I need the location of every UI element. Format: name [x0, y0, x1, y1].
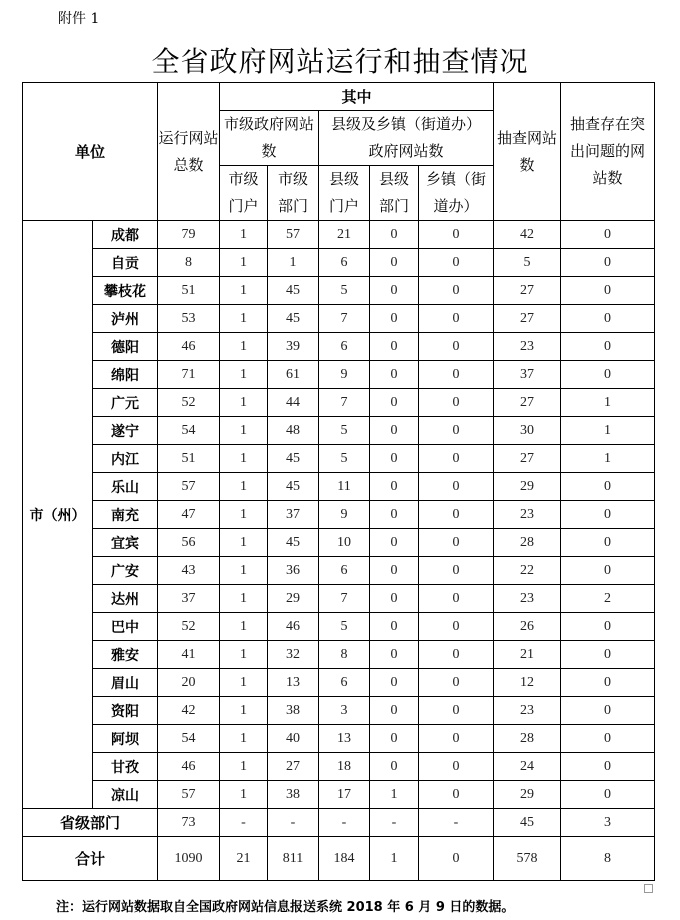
header-checked: 抽查网站数	[494, 83, 561, 221]
value-cell: 45	[268, 529, 319, 557]
value-cell: 0	[419, 669, 494, 697]
value-cell: 5	[319, 445, 370, 473]
value-cell: 1090	[158, 837, 220, 881]
value-cell: 51	[158, 445, 220, 473]
value-cell: 1	[561, 417, 655, 445]
value-cell: 0	[561, 669, 655, 697]
value-cell: 22	[494, 557, 561, 585]
value-cell: 1	[220, 613, 268, 641]
unit-name: 绵阳	[93, 361, 158, 389]
value-cell: 0	[561, 697, 655, 725]
value-cell: 0	[419, 333, 494, 361]
value-cell: 0	[561, 305, 655, 333]
value-cell: 45	[268, 445, 319, 473]
value-cell: 26	[494, 613, 561, 641]
unit-name: 阿坝	[93, 725, 158, 753]
value-cell: 1	[220, 641, 268, 669]
value-cell: 0	[370, 669, 419, 697]
value-cell: 0	[561, 781, 655, 809]
value-cell: 29	[494, 781, 561, 809]
value-cell: 1	[220, 221, 268, 249]
value-cell: 7	[319, 585, 370, 613]
value-cell: 71	[158, 361, 220, 389]
value-cell: 37	[158, 585, 220, 613]
value-cell: 0	[561, 641, 655, 669]
value-cell: 45	[494, 809, 561, 837]
value-cell: 54	[158, 417, 220, 445]
value-cell: 1	[220, 529, 268, 557]
value-cell: 0	[561, 361, 655, 389]
value-cell: 3	[319, 697, 370, 725]
header-city-group: 市级政府网站数	[220, 111, 319, 166]
value-cell: 1	[220, 305, 268, 333]
value-cell: 0	[370, 305, 419, 333]
value-cell: 1	[268, 249, 319, 277]
table-row	[23, 333, 655, 361]
value-cell: 7	[319, 389, 370, 417]
value-cell: 5	[319, 277, 370, 305]
value-cell: 0	[561, 557, 655, 585]
value-cell: 0	[419, 277, 494, 305]
value-cell: 1	[220, 585, 268, 613]
table-row	[23, 781, 655, 809]
value-cell: 21	[494, 641, 561, 669]
value-cell: 29	[268, 585, 319, 613]
footnote: 注：运行网站数据取自全国政府网站信息报送系统 2018 年 6 月 9 日的数据。	[56, 900, 515, 915]
value-cell: -	[319, 809, 370, 837]
header-county-dept: 县级部门	[370, 166, 419, 221]
table-row	[23, 753, 655, 781]
value-cell: 52	[158, 389, 220, 417]
value-cell: 1	[220, 361, 268, 389]
value-cell: 1	[220, 249, 268, 277]
value-cell: 3	[561, 809, 655, 837]
value-cell: 42	[494, 221, 561, 249]
table-row	[23, 585, 655, 613]
value-cell: 18	[319, 753, 370, 781]
value-cell: 0	[370, 585, 419, 613]
value-cell: 23	[494, 333, 561, 361]
value-cell: 0	[370, 221, 419, 249]
table-row-total	[23, 837, 655, 881]
value-cell: 8	[158, 249, 220, 277]
value-cell: 36	[268, 557, 319, 585]
value-cell: 0	[419, 501, 494, 529]
value-cell: -	[268, 809, 319, 837]
value-cell: 0	[419, 305, 494, 333]
value-cell: 0	[419, 613, 494, 641]
value-cell: 17	[319, 781, 370, 809]
value-cell: 0	[370, 529, 419, 557]
value-cell: 51	[158, 277, 220, 305]
value-cell: 0	[370, 445, 419, 473]
value-cell: 1	[220, 557, 268, 585]
value-cell: 0	[419, 837, 494, 881]
value-cell: 0	[561, 249, 655, 277]
value-cell: 0	[370, 753, 419, 781]
table-row	[23, 445, 655, 473]
value-cell: 9	[319, 501, 370, 529]
unit-name: 遂宁	[93, 417, 158, 445]
unit-name: 眉山	[93, 669, 158, 697]
value-cell: 45	[268, 473, 319, 501]
value-cell: 53	[158, 305, 220, 333]
value-cell: 1	[220, 501, 268, 529]
value-cell: 57	[158, 781, 220, 809]
value-cell: 1	[220, 725, 268, 753]
value-cell: 8	[561, 837, 655, 881]
provincial-label: 省级部门	[23, 809, 158, 837]
value-cell: 0	[370, 249, 419, 277]
value-cell: 5	[319, 417, 370, 445]
value-cell: 5	[494, 249, 561, 277]
value-cell: 0	[561, 613, 655, 641]
value-cell: 6	[319, 669, 370, 697]
unit-name: 成都	[93, 221, 158, 249]
value-cell: 27	[494, 277, 561, 305]
value-cell: 1	[370, 781, 419, 809]
value-cell: 40	[268, 725, 319, 753]
value-cell: 0	[370, 613, 419, 641]
value-cell: 0	[561, 753, 655, 781]
value-cell: 37	[268, 501, 319, 529]
value-cell: 1	[370, 837, 419, 881]
value-cell: 37	[494, 361, 561, 389]
value-cell: 6	[319, 249, 370, 277]
value-cell: 30	[494, 417, 561, 445]
value-cell: 46	[158, 333, 220, 361]
value-cell: 0	[419, 361, 494, 389]
value-cell: 0	[419, 473, 494, 501]
table-row	[23, 641, 655, 669]
value-cell: 13	[268, 669, 319, 697]
table-row	[23, 501, 655, 529]
unit-name: 南充	[93, 501, 158, 529]
value-cell: 57	[268, 221, 319, 249]
value-cell: 10	[319, 529, 370, 557]
table-row-provincial	[23, 809, 655, 837]
value-cell: 41	[158, 641, 220, 669]
value-cell: 48	[268, 417, 319, 445]
value-cell: 29	[494, 473, 561, 501]
value-cell: 28	[494, 725, 561, 753]
unit-name: 内江	[93, 445, 158, 473]
value-cell: 0	[419, 585, 494, 613]
value-cell: 0	[419, 445, 494, 473]
value-cell: 1	[220, 277, 268, 305]
value-cell: 27	[494, 389, 561, 417]
value-cell: 2	[561, 585, 655, 613]
table-row	[23, 557, 655, 585]
value-cell: 27	[494, 445, 561, 473]
table-row	[23, 613, 655, 641]
value-cell: 28	[494, 529, 561, 557]
unit-name: 广安	[93, 557, 158, 585]
value-cell: 47	[158, 501, 220, 529]
header-city-dept: 市级部门	[268, 166, 319, 221]
header-of-which: 其中	[220, 83, 494, 111]
value-cell: 1	[220, 417, 268, 445]
value-cell: 0	[419, 781, 494, 809]
value-cell: 57	[158, 473, 220, 501]
value-cell: 56	[158, 529, 220, 557]
value-cell: 13	[319, 725, 370, 753]
value-cell: 73	[158, 809, 220, 837]
value-cell: -	[220, 809, 268, 837]
value-cell: 0	[370, 333, 419, 361]
value-cell: 0	[370, 641, 419, 669]
value-cell: 0	[419, 641, 494, 669]
value-cell: 1	[220, 389, 268, 417]
table-row	[23, 725, 655, 753]
value-cell: 1	[220, 473, 268, 501]
value-cell: 0	[561, 529, 655, 557]
value-cell: 39	[268, 333, 319, 361]
value-cell: 0	[561, 473, 655, 501]
value-cell: 0	[561, 501, 655, 529]
unit-name: 巴中	[93, 613, 158, 641]
value-cell: 1	[220, 753, 268, 781]
value-cell: 46	[158, 753, 220, 781]
value-cell: 0	[419, 753, 494, 781]
unit-name: 攀枝花	[93, 277, 158, 305]
table-row	[23, 249, 655, 277]
header-city-portal: 市级门户	[220, 166, 268, 221]
value-cell: 7	[319, 305, 370, 333]
page-title: 全省政府网站运行和抽查情况	[151, 45, 529, 78]
header-county-portal: 县级门户	[319, 166, 370, 221]
total-label: 合计	[23, 837, 158, 881]
value-cell: 45	[268, 305, 319, 333]
value-cell: 0	[370, 361, 419, 389]
value-cell: 0	[561, 333, 655, 361]
value-cell: 6	[319, 333, 370, 361]
value-cell: 12	[494, 669, 561, 697]
unit-name: 乐山	[93, 473, 158, 501]
value-cell: 21	[220, 837, 268, 881]
value-cell: 0	[561, 221, 655, 249]
unit-name: 资阳	[93, 697, 158, 725]
value-cell: 0	[370, 697, 419, 725]
value-cell: 27	[494, 305, 561, 333]
value-cell: 184	[319, 837, 370, 881]
value-cell: 0	[370, 473, 419, 501]
table-row	[23, 529, 655, 557]
value-cell: 38	[268, 781, 319, 809]
value-cell: 0	[419, 697, 494, 725]
unit-name: 宜宾	[93, 529, 158, 557]
header-unit: 单位	[23, 83, 158, 221]
value-cell: 0	[370, 557, 419, 585]
header-total: 运行网站总数	[158, 83, 220, 221]
value-cell: 0	[419, 725, 494, 753]
value-cell: 811	[268, 837, 319, 881]
value-cell: 0	[370, 725, 419, 753]
value-cell: 46	[268, 613, 319, 641]
value-cell: 43	[158, 557, 220, 585]
value-cell: 1	[220, 697, 268, 725]
value-cell: 23	[494, 585, 561, 613]
group-label-city: 市（州）	[23, 221, 93, 809]
website-stats-table	[22, 82, 655, 881]
unit-name: 广元	[93, 389, 158, 417]
value-cell: 0	[370, 389, 419, 417]
table-row	[23, 221, 655, 249]
value-cell: 44	[268, 389, 319, 417]
value-cell: 0	[419, 529, 494, 557]
attachment-label: 附件 1	[58, 11, 100, 27]
value-cell: 1	[561, 389, 655, 417]
value-cell: 0	[370, 501, 419, 529]
value-cell: 23	[494, 697, 561, 725]
header-county-group: 县级及乡镇（街道办）政府网站数	[319, 111, 494, 166]
table-row	[23, 473, 655, 501]
table-row	[23, 697, 655, 725]
value-cell: 0	[561, 277, 655, 305]
value-cell: 54	[158, 725, 220, 753]
value-cell: 61	[268, 361, 319, 389]
value-cell: 0	[561, 725, 655, 753]
value-cell: 1	[220, 781, 268, 809]
value-cell: 42	[158, 697, 220, 725]
unit-name: 雅安	[93, 641, 158, 669]
value-cell: 20	[158, 669, 220, 697]
value-cell: 1	[220, 445, 268, 473]
value-cell: 6	[319, 557, 370, 585]
unit-name: 自贡	[93, 249, 158, 277]
value-cell: 21	[319, 221, 370, 249]
value-cell: 38	[268, 697, 319, 725]
value-cell: 27	[268, 753, 319, 781]
paragraph-mark	[644, 884, 653, 893]
value-cell: 578	[494, 837, 561, 881]
value-cell: 1	[220, 333, 268, 361]
value-cell: 24	[494, 753, 561, 781]
value-cell: 32	[268, 641, 319, 669]
value-cell: 11	[319, 473, 370, 501]
value-cell: 52	[158, 613, 220, 641]
value-cell: -	[419, 809, 494, 837]
unit-name: 凉山	[93, 781, 158, 809]
header-township: 乡镇（街道办）	[419, 166, 494, 221]
value-cell: 79	[158, 221, 220, 249]
unit-name: 泸州	[93, 305, 158, 333]
value-cell: 8	[319, 641, 370, 669]
table-row	[23, 277, 655, 305]
value-cell: -	[370, 809, 419, 837]
value-cell: 5	[319, 613, 370, 641]
table-row	[23, 669, 655, 697]
value-cell: 45	[268, 277, 319, 305]
value-cell: 1	[220, 669, 268, 697]
value-cell: 23	[494, 501, 561, 529]
value-cell: 0	[419, 249, 494, 277]
value-cell: 1	[561, 445, 655, 473]
table-row	[23, 361, 655, 389]
header-problem: 抽查存在突出问题的网站数	[561, 83, 655, 221]
value-cell: 0	[370, 417, 419, 445]
table-row	[23, 305, 655, 333]
value-cell: 0	[419, 417, 494, 445]
value-cell: 0	[419, 221, 494, 249]
value-cell: 0	[370, 277, 419, 305]
unit-name: 德阳	[93, 333, 158, 361]
value-cell: 0	[419, 389, 494, 417]
unit-name: 甘孜	[93, 753, 158, 781]
table-row	[23, 417, 655, 445]
unit-name: 达州	[93, 585, 158, 613]
value-cell: 9	[319, 361, 370, 389]
table-row	[23, 389, 655, 417]
value-cell: 0	[419, 557, 494, 585]
